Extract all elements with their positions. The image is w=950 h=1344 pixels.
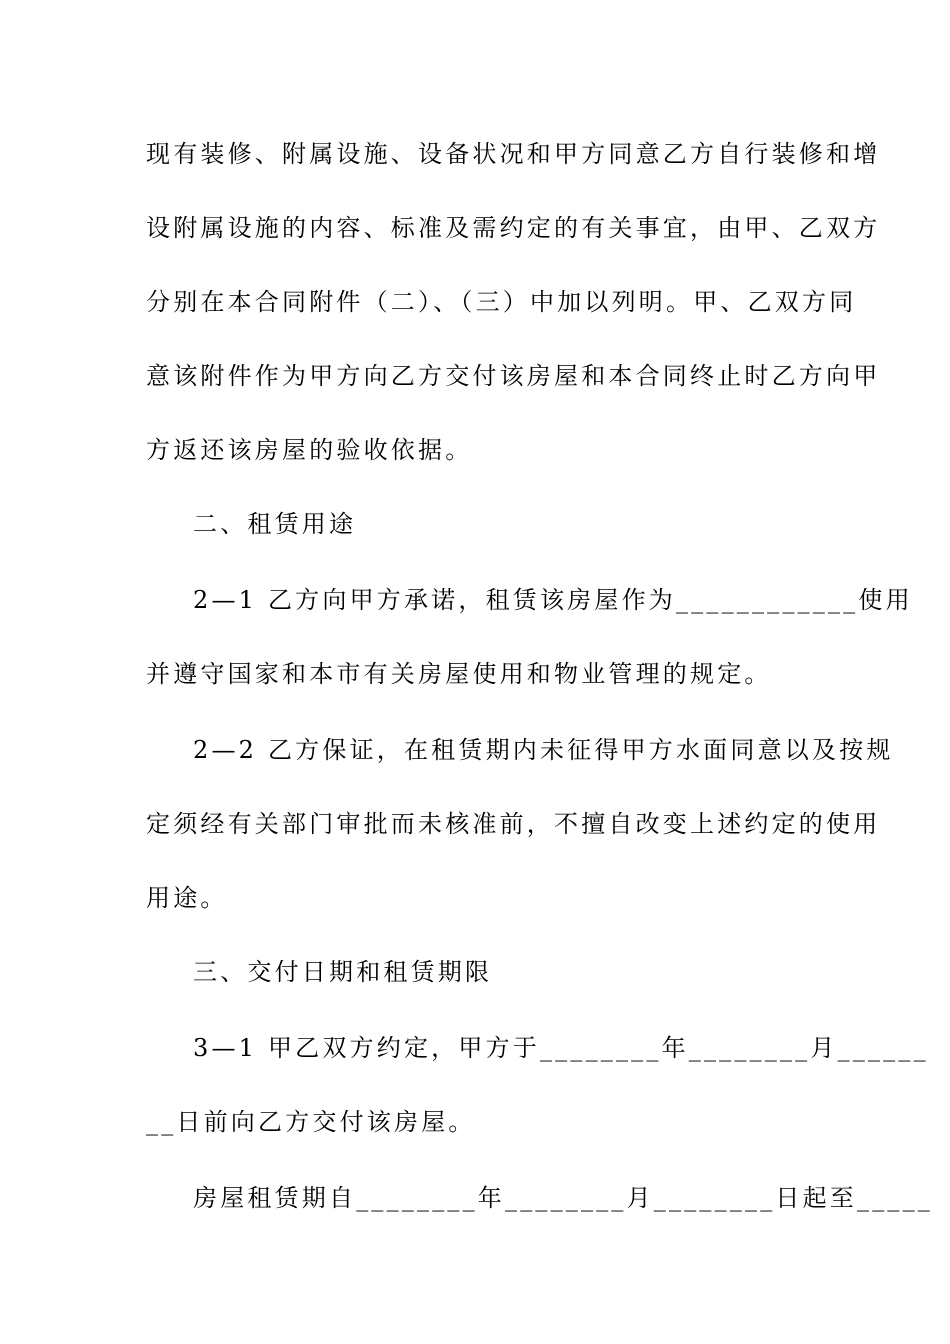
section-heading: 二、租赁用途	[193, 510, 357, 538]
paragraph-line: __日前向乙方交付该房屋。	[146, 1108, 476, 1136]
paragraph-line: 意该附件作为甲方向乙方交付该房屋和本合同终止时乙方向甲	[146, 362, 881, 390]
clause-line: 2—2 乙方保证，在租赁期内未征得甲方水面同意以及按规	[193, 736, 894, 764]
clause-line: 2—1 乙方向甲方承诺，租赁该房屋作为____________使用	[193, 586, 913, 614]
clause-line: 3—1 甲乙双方约定，甲方于________年________月______	[193, 1034, 929, 1062]
paragraph-line: 设附属设施的内容、标准及需约定的有关事宜，由甲、乙双方	[146, 214, 881, 242]
section-heading: 三、交付日期和租赁期限	[193, 958, 493, 986]
paragraph-line: 用途。	[146, 884, 228, 912]
paragraph-line: 方返还该房屋的验收依据。	[146, 436, 473, 464]
paragraph-line: 并遵守国家和本市有关房屋使用和物业管理的规定。	[146, 660, 772, 688]
paragraph-line: 现有装修、附属设施、设备状况和甲方同意乙方自行装修和增	[146, 140, 881, 168]
paragraph-line: 分别在本合同附件（二）、（三）中加以列明。甲、乙双方同	[146, 288, 857, 316]
paragraph-line: 定须经有关部门审批而未核准前，不擅自改变上述约定的使用	[146, 810, 881, 838]
clause-line: 房屋租赁期自________年________月________日起至_____	[193, 1184, 933, 1212]
